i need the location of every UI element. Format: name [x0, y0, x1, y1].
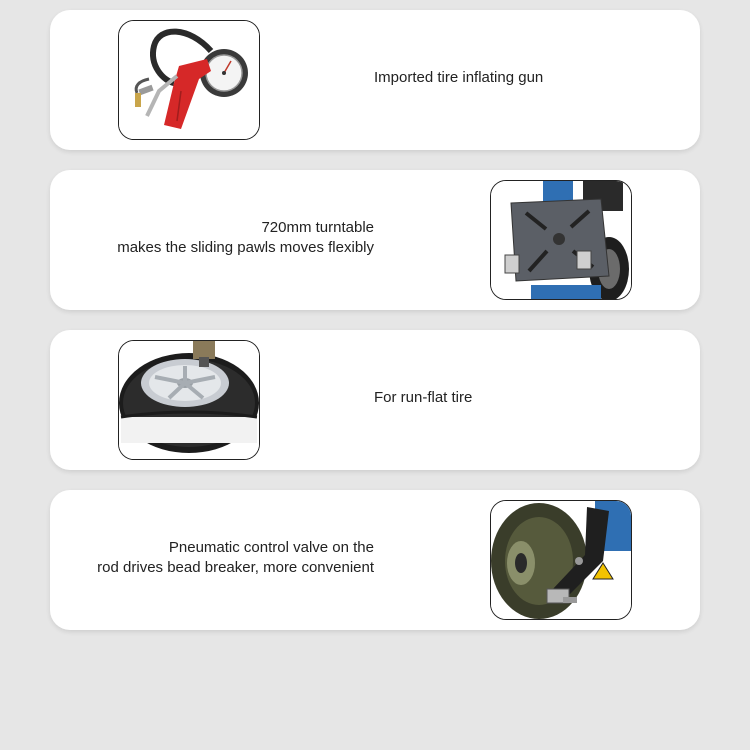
caption-line: 720mm turntable	[261, 219, 374, 236]
caption-line: Pneumatic control valve on the	[168, 539, 374, 556]
caption-line: For run-flat tire	[374, 389, 473, 406]
run-flat-tire-image	[118, 340, 260, 460]
feature-card-run-flat	[50, 330, 700, 470]
bead-breaker-image	[490, 500, 632, 620]
feature-caption	[374, 388, 472, 408]
run-flat-tire-icon	[119, 341, 259, 459]
feature-card-bead-breaker	[50, 490, 700, 630]
feature-caption	[374, 68, 543, 88]
tire-inflating-gun-icon	[119, 21, 259, 139]
feature-card-turntable	[50, 170, 700, 310]
inflating-gun-image	[118, 20, 260, 140]
feature-caption	[117, 218, 374, 258]
caption-line: makes the sliding pawls moves flexibly	[117, 239, 374, 256]
feature-card-inflating-gun	[50, 10, 700, 150]
turntable-icon	[491, 181, 631, 299]
turntable-image	[490, 180, 632, 300]
caption-line: Imported tire inflating gun	[374, 69, 544, 86]
bead-breaker-icon	[491, 501, 631, 619]
feature-caption	[97, 538, 374, 578]
caption-line: rod drives bead breaker, more convenient	[97, 559, 374, 576]
